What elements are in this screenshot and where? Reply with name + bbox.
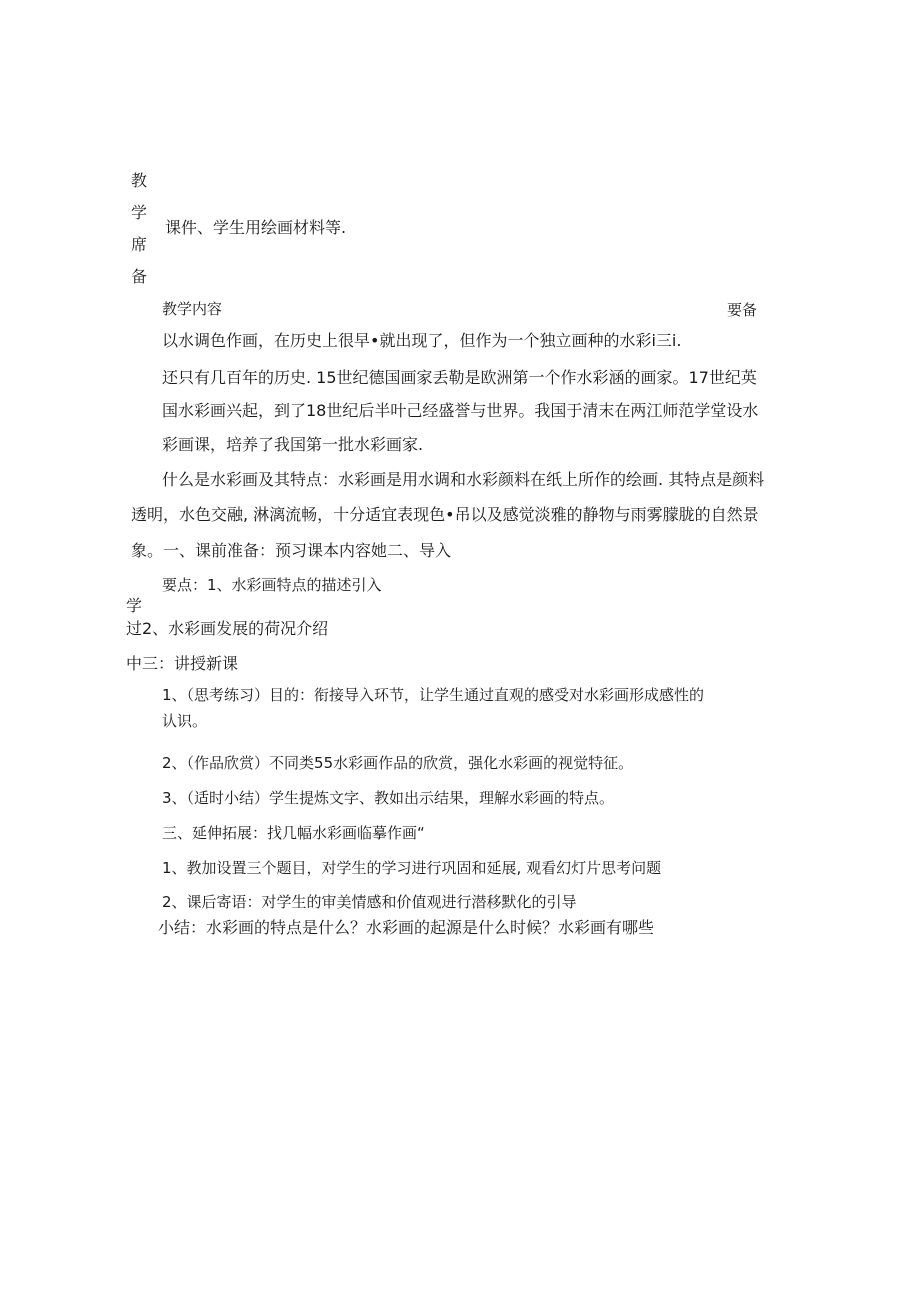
definition-line-2: 透明，水色交融, 淋漓流畅，十分适宜表现色•吊以及感觉淡雅的静物与雨雾朦胧的自然景 — [131, 505, 759, 524]
definition-line-3: 象。一、课前准备：预习课本内容她二、导入 — [131, 541, 452, 560]
prep-label-char-1: 教 — [131, 171, 148, 190]
extension-heading: 三、延伸拓展：找几幅水彩画临摹作画“ — [162, 824, 425, 842]
side-label-xue: 学 — [126, 596, 143, 615]
item-3: 3、（适时小结）学生提炼文字、教如出示结果，理解水彩画的特点。 — [162, 789, 615, 807]
intro-line-3: 国水彩画兴起，到了18世纪后半叶己经盛誉与世界。我国于清末在两江师范学堂设水 — [162, 401, 759, 420]
item-1-line-1: 1、（思考练习）目的：衔接导入环节，让学生通过直观的感受对水彩画形成感性的 — [162, 686, 705, 704]
notes-label: 要备 — [727, 301, 758, 319]
intro-line-4: 彩画课，培养了我国第一批水彩画家. — [162, 435, 424, 454]
item-2: 2、（作品欣赏）不同类55水彩画作品的欣赏，强化水彩画的视觉特征。 — [162, 754, 634, 772]
prep-label-char-4: 备 — [131, 267, 148, 286]
definition-line-1: 什么是水彩画及其特点：水彩画是用水调和水彩颜料在纸上所作的绘画. 其特点是颜料 — [162, 470, 765, 489]
prep-label-char-2: 学 — [131, 203, 148, 222]
extension-item-2: 2、课后寄语：对学生的审美情感和价值观进行潜移默化的引导 — [162, 893, 577, 911]
summary: 小结：水彩画的特点是什么？水彩画的起源是什么时候？水彩画有哪些 — [158, 918, 655, 937]
intro-line-2: 还只有几百年的历史. 15世纪德国画家丢勒是欧洲第一个作水彩涵的画家。17世纪英 — [162, 368, 757, 387]
step-new-lesson: 中三：讲授新课 — [126, 654, 239, 673]
extension-item-1: 1、教加设置三个题目，对学生的学习进行巩固和延展, 观看幻灯片思考问题 — [162, 859, 662, 877]
intro-line-1: 以水调色作画，在历史上很早•就出现了，但作为一个独立画种的水彩i三i. — [162, 331, 682, 350]
prep-materials: 课件、学生用绘画材料等. — [165, 218, 347, 237]
step-history: 过2、水彩画发展的荷况介绍 — [126, 619, 329, 638]
content-label: 教学内容 — [162, 300, 223, 318]
item-1-line-2: 认识。 — [162, 712, 208, 730]
key-points: 要点：1、水彩画特点的描述引入 — [162, 576, 382, 594]
prep-label-char-3: 席 — [131, 235, 148, 254]
